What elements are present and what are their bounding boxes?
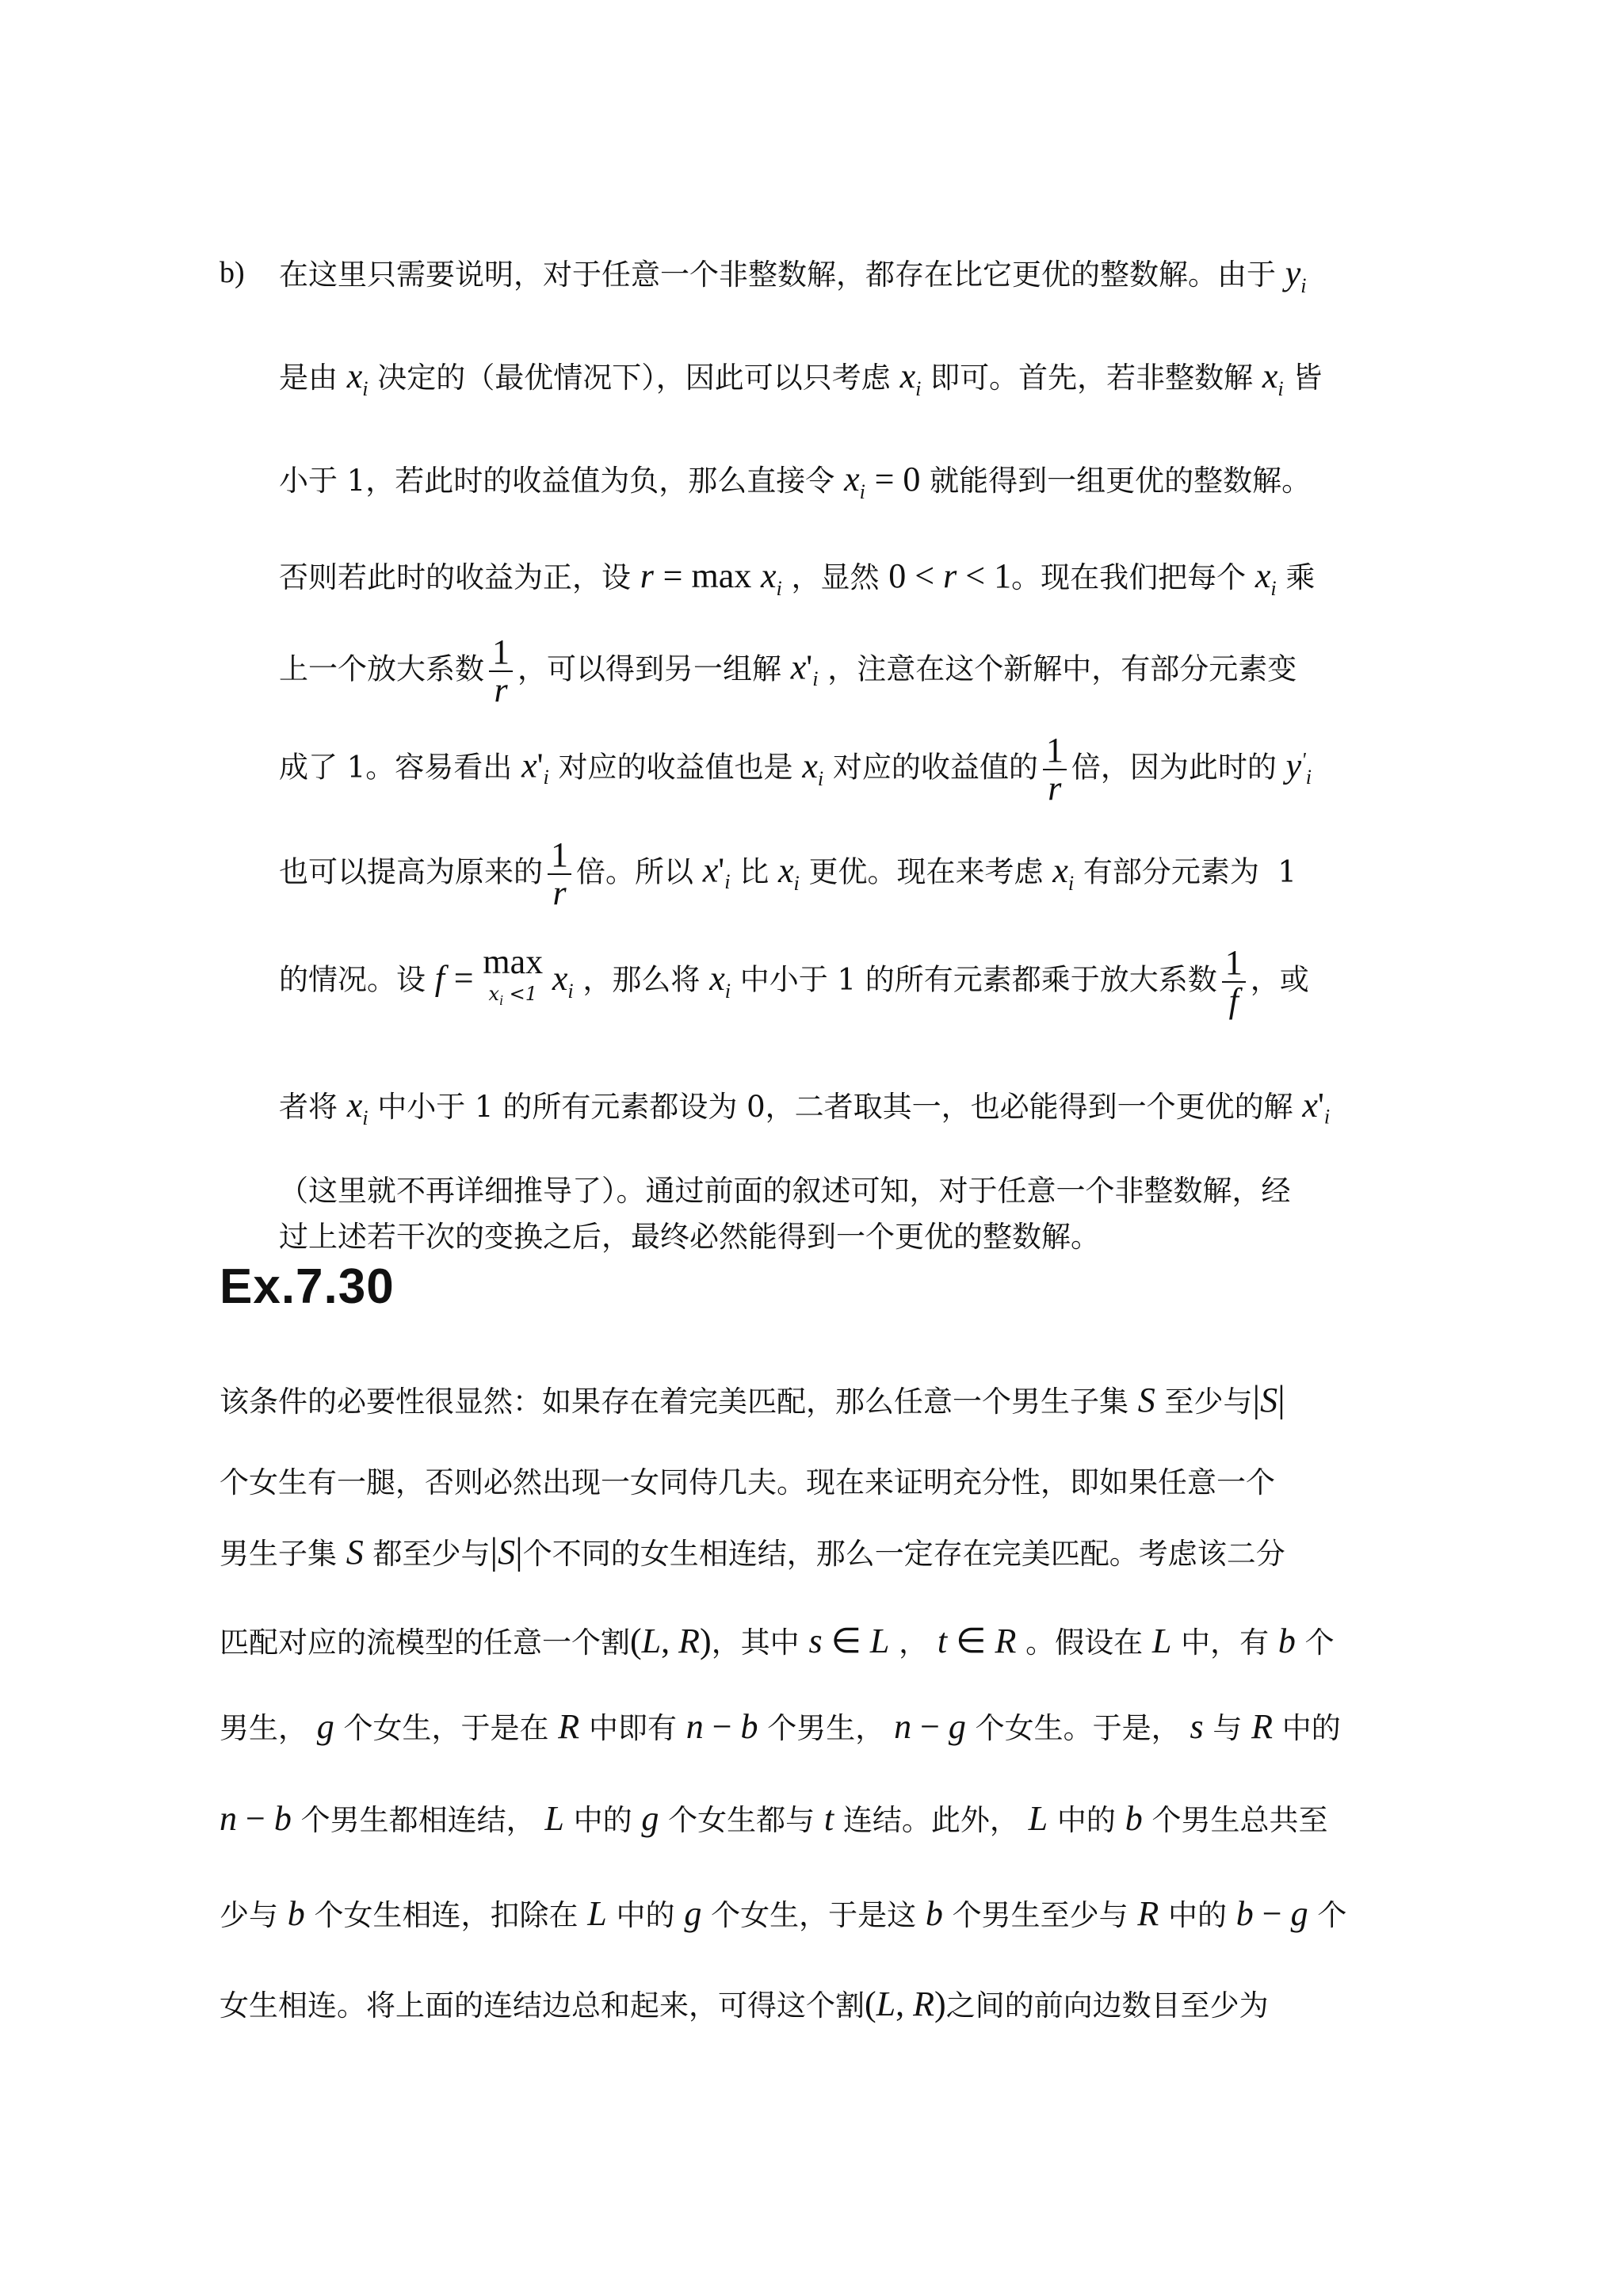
part-b-line-4: 否则若此时的收益为正，设 $r = \max x_i$ ，显然 0 < r < 1。现在我们把每个 $x_i$ 乘 bbox=[279, 556, 1316, 600]
item-label-b: b) bbox=[220, 256, 245, 289]
section-line-1: 该条件的必要性很显然：如果存在着完美匹配，那么任意一个男生子集 S 至少与|S| bbox=[220, 1378, 1285, 1420]
section-line-5: 男生， g 个女生，于是在 R 中即有 n − b 个男生， n − g 个女生。于是， s 与 R 中的 bbox=[220, 1707, 1341, 1746]
part-b-line-11: 过上述若干次的变换之后，最终必然能得到一个更优的整数解。 bbox=[279, 1220, 1100, 1254]
section-line-6: n − b 个男生都相连结， L 中的 g 个女生都与 t 连结。此外， L 中的 b 个男生总共至 bbox=[220, 1799, 1328, 1838]
section-line-8: 女生相连。将上面的连结边总和起来，可得这个割(L, R)之间的前向边数目至少为 bbox=[220, 1985, 1269, 2023]
section-line-3: 男生子集 S 都至少与|S|个不同的女生相连结，那么一定存在完美匹配。考虑该二分 bbox=[220, 1530, 1285, 1572]
section-line-2: 个女生有一腿，否则必然出现一女同侍几夫。现在来证明充分性，即如果任意一个 bbox=[220, 1465, 1275, 1499]
part-b-line-5: 上一个放大系数 $\frac{1}{r}$ ，可以得到另一组解 $x'_i$ ，注意在这个新解中，有部分元素变 bbox=[279, 632, 1297, 710]
part-b-line-10: （这里就不再详细推导了）。通过前面的叙述可知，对于任意一个非整数解，经 bbox=[279, 1174, 1291, 1208]
part-b-line-2: 是由 $x_i$ 决定的（最优情况下），因此可以只考虑 $x_i$ 即可。首先，若非整数解 $x_i$ 皆 bbox=[279, 357, 1323, 400]
part-b-line-7: 也可以提高为原来的 $\frac{1}{r}$ 倍。所以 $x'_i$ 比 $x_i$ 更优。现在来考虑 $x_i$ 有部分元素为 1 bbox=[279, 835, 1296, 913]
part-b-line-9: 者将 $x_i$ 中小于 1 的所有元素都设为 0，二者取其一，也必能得到一个更优的解 $x'_i$ bbox=[279, 1086, 1331, 1129]
section-line-7: 少与 b 个女生相连，扣除在 L 中的 g 个女生，于是这 b 个男生至少与 R 中的 b − g 个 bbox=[220, 1894, 1347, 1933]
part-b-line-3: 小于 1，若此时的收益值为负，那么直接令 $x_i = 0$ 就能得到一组更优的整数解。 bbox=[279, 460, 1312, 503]
part-b-line-8: 的情况。设 f = max $x_i <1$ $x_i$ ，那么将 $x_i$ 中小于 1 的所有元素都乘于放大系数 $\frac{1}{f}$ ，或 bbox=[279, 942, 1309, 1021]
part-b-line-1: 在这里只需要说明，对于任意一个非整数解，都存在比它更优的整数解。由于 $y_i$ bbox=[279, 254, 1307, 297]
section-line-4: 匹配对应的流模型的任意一个割(L, R)，其中 s ∈ L ， t ∈ R 。假设在 L 中，有 b 个 bbox=[220, 1622, 1335, 1660]
section-heading: Ex.7.30 bbox=[220, 1259, 395, 1314]
part-b-line-6: 成了 1。容易看出 $x'_i$ 对应的收益值也是 $x_i$ 对应的收益值的 $\frac{1}{r}$ 倍，因为此时的 $y'_i$ bbox=[279, 731, 1312, 808]
